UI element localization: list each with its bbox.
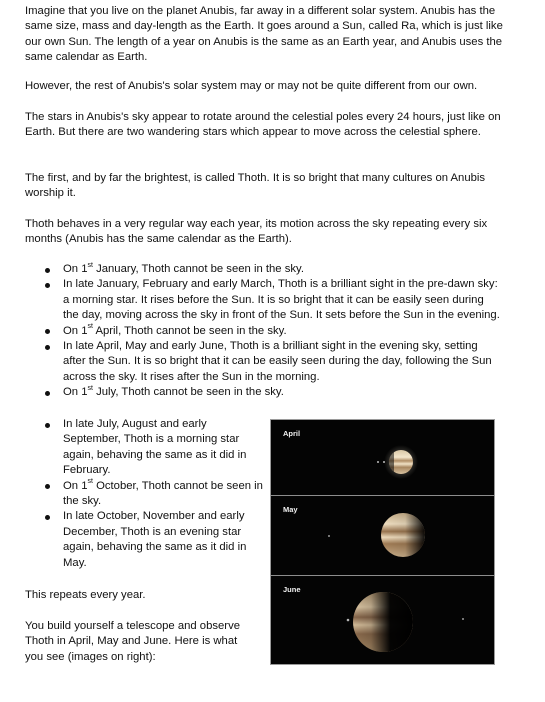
list-item (25, 277, 500, 323)
list-item-text: In late April, May and early June, Thoth is a brilliant sight in the evening sky, setting after the Sun. It is so bright that it can be easily seen during the day, following the Sun across the sky. It rises after the Sun in the morning. (63, 340, 492, 383)
list-item-text: January, Thoth cannot be seen in the sky. (92, 263, 304, 275)
planet-illustration (271, 496, 494, 575)
list-item-text: April, Thoth cannot be seen in the sky. (92, 324, 287, 337)
list-item-text: On 1 (63, 263, 88, 275)
thoth-motion-paragraph: Thoth behaves in a very regular way each year, its motion across the sky repeating every six months (Anubis has the same calendar as the Earth). (25, 218, 488, 246)
telescope-images-panel (270, 419, 495, 665)
list-item (25, 324, 500, 339)
ordinal-suffix: st (87, 384, 93, 392)
ordinal-suffix: st (87, 323, 93, 331)
bullet-dot (45, 423, 50, 428)
solar-system-paragraph: However, the rest of Anubis's solar system may or may not be quite different from our own. (25, 80, 478, 92)
list-item-text: In late October, November and early December, Thoth is an evening star again, behaving the same as it did in May. (63, 510, 247, 569)
intro-paragraph: Imagine that you live on the planet Anubis, far away in a different solar system. Anubis has the same size, mass and day-length as the Earth. It goes around a Sun, called Ra, which is just like our own Sun. The length of a year on Anubis is the same as an Earth year, and Anubis uses the same calendar as Earth. (25, 5, 503, 64)
moon-dot (347, 619, 350, 622)
list-item-text: On 1 (63, 479, 88, 492)
thoth-calendar-list-continued (25, 417, 265, 571)
list-item (25, 509, 265, 571)
list-item (25, 479, 265, 510)
bullet-dot (45, 345, 50, 350)
ordinal-suffix: st (87, 478, 93, 486)
bullet-dot (45, 268, 50, 273)
moon-dot (462, 618, 464, 620)
bullet-dot (45, 391, 50, 396)
ordinal-suffix: st (87, 261, 93, 269)
bullet-dot (45, 484, 50, 489)
telescope-paragraph: You build yourself a telescope and observe Thoth in April, May and June. Here is what you see (images on right): (25, 620, 240, 663)
telescope-image-may (271, 496, 494, 575)
bullet-dot (45, 515, 50, 520)
list-item-text: On 1 (63, 324, 88, 337)
list-item-text: July, Thoth cannot be seen in the sky. (92, 386, 284, 399)
list-item (25, 262, 500, 277)
telescope-image-june (271, 576, 494, 664)
image-label: June (283, 585, 301, 594)
list-item-text: In late July, August and early September, Thoth is a morning star again, behaving the same as it did in February. (63, 418, 247, 477)
repeat-paragraph: This repeats every year. (25, 589, 146, 601)
moon-dot (328, 535, 330, 537)
thoth-paragraph: The first, and by far the brightest, is called Thoth. It is so bright that many cultures on Anubis worship it. (25, 172, 486, 200)
image-label: April (283, 429, 301, 438)
moon-dot (377, 461, 379, 463)
list-item-text: October, Thoth cannot be seen in the sky. (63, 479, 263, 508)
thoth-calendar-list (25, 262, 500, 401)
list-item (25, 417, 265, 479)
list-item-text: On 1 (63, 386, 88, 399)
moon-dot (383, 461, 385, 463)
wandering-stars-paragraph: The stars in Anubis's sky appear to rotate around the celestial poles every 24 hours, just like on Earth. But there are two wandering stars which appear to move across the celestial sphere. (25, 111, 501, 139)
list-item-text: In late January, February and early March, Thoth is a brilliant sight in the pre-dawn sky: a morning star. It rises before the Sun. It is so bright that it can be easily seen during the day, moving across the sky in front of the Sun. It sets before the Sun in the evening. (63, 278, 500, 322)
planet-illustration (271, 420, 494, 495)
list-item (25, 385, 500, 400)
list-item (25, 339, 500, 385)
image-label: May (283, 505, 298, 514)
bullet-dot (45, 329, 50, 334)
planet-illustration (271, 576, 494, 664)
bullet-dot (45, 283, 50, 288)
telescope-image-april (271, 420, 494, 495)
